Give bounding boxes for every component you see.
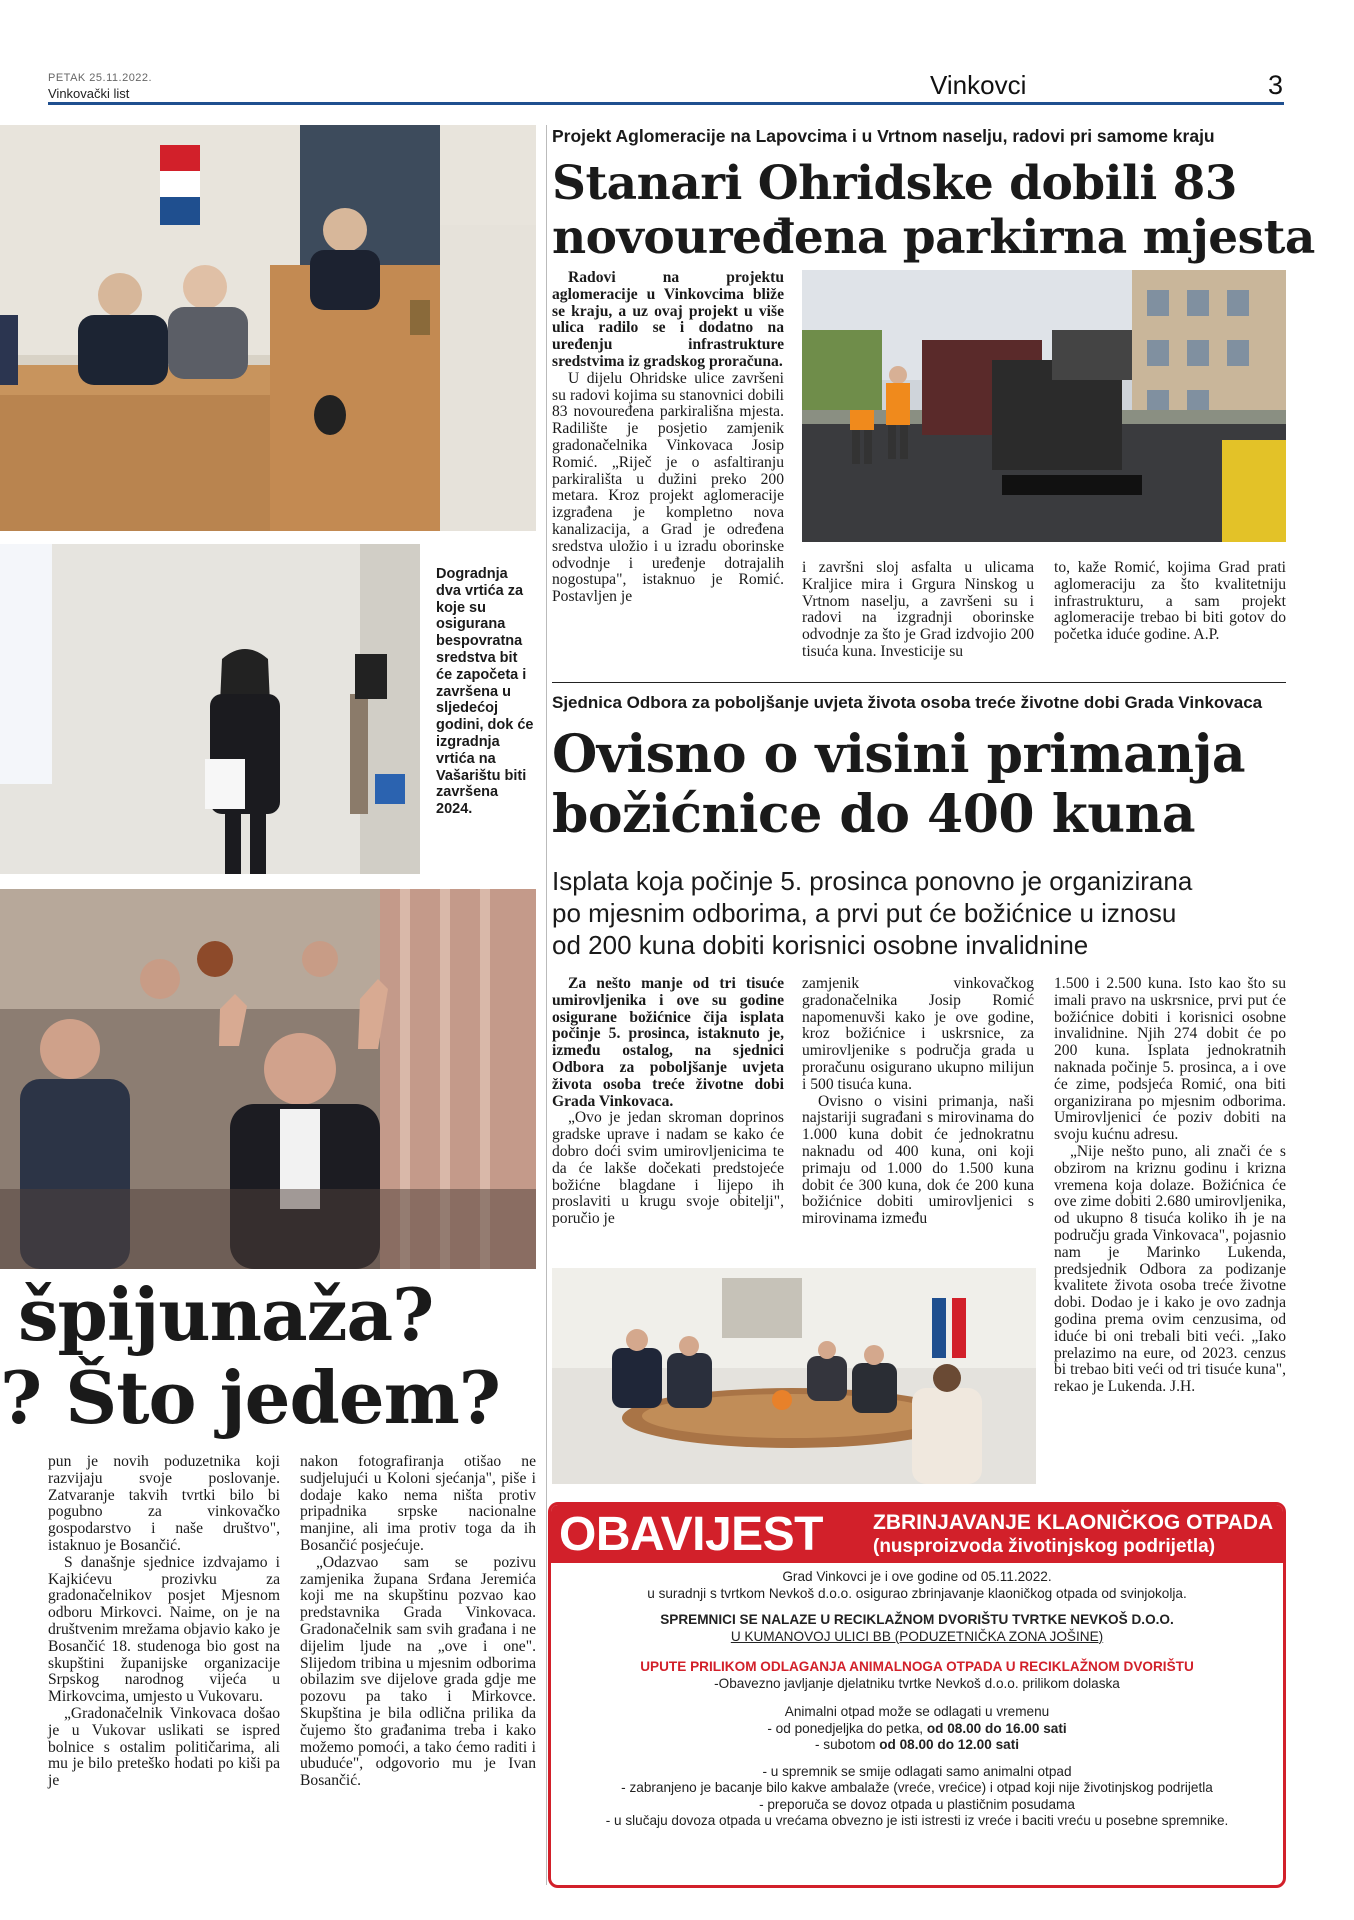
notice-title-line1: ZBRINJAVANJE KLAONIČKOG OTPADA (873, 1511, 1274, 1534)
notice-line-7: Animalni otpad može se odlagati u vremenu (784, 1704, 1050, 1719)
page-number: 3 (1268, 70, 1284, 100)
notice-line-2: u suradnji s tvrtkom Nevkoš d.o.o. osigurao zbrinjavanje klaoničkog otpada od svinjokolja. (647, 1585, 1187, 1601)
notice-line-12: - preporuča se dovoz otpada u plastičnim posudama (759, 1796, 1075, 1812)
article-separator (552, 682, 1286, 683)
notice-body (551, 1569, 1283, 1830)
header-section: Vinkovci (930, 70, 1027, 100)
photo-council-meeting (0, 125, 536, 531)
notice-line-1: Grad Vinkovci je i ove godine od 05.11.2022. (782, 1569, 1052, 1584)
notice-line-9: - subotom od 08.00 do 12.00 sati (815, 1737, 1019, 1752)
article1-title-line2: novouređena parkirna mjesta (552, 210, 1315, 265)
article1-kicker: Projekt Aglomeracije na Lapovcima i u Vrtnom naselju, radovi pri samome kraju (552, 126, 1215, 146)
notice-line-5: UPUTE PRILIKOM ODLAGANJA ANIMALNOGA OTPADA U RECIKLAŽNOM DVORIŠTU (640, 1659, 1194, 1674)
article2-column-3: 1.500 i 2.500 kuna. Isto kao što su imali pravo na uskrsnice, prvi put će božićnice dobiti i korisnici osobne invalidnine. Njih 274 dobit će po 200 kuna. Isplata jednokratnih naknada počinje 5. prosinca, a i ove će zime, podsjeća Romić, ona biti organizirana po mjesnim odborima. Umirovljenici će poziv dobiti na svoju kućnu adresu. „Nije nešto puno, ali znači će s obzirom na kriznu godinu i krizna vremena koja dolaze. Božićnica će ove zime dobiti 2.680 umirovljenika, od ukupno 8 tisuća koliko ih je na području grada Vinkovaca", pojasnio nam je Marinko Lukenda, predsjednik Odbora za podizanje kvalitete života osoba treće životne dobi. Dodao je i kako je ovo zadnja godina prema ovim cenzusima, od iduće bi oni trebali biti veći. „Iako prelazimo na eure, od 2023. cenzus bi trebao biti veći od tri tisuće kuna", rekao je Lukenda. J.H. (1054, 975, 1286, 1396)
header-date: PETAK 25.11.2022. (48, 72, 153, 84)
header-rule (48, 102, 1284, 105)
left-column-2: nakon fotografiranja otišao ne sudjelujući u Koloni sjećanja", piše i dodaje kako nema ništa protiv pripadnika srpske nacionalne manjine, ali ima protiv toga da ih Bosančić posjećuje. „Odazvao sam se pozivu zamjenika župana Srđana Jeremića koji me na skupštinu pozvao kao predstavnika Grada Vinkovaca. Gradonačelnik sam svih građana i ne dijelim ljude na „ove i one". Slijedom tribina u mjesnim odborima obilazim sve dijelove grada gdje me pozovu pa tako i Mirkovce. Skupština je bila odlična prilika da čujemo što građanima treba i kako možemo pomoći, a tako ćemo raditi i ubuduće", odgovorio mu je Ivan Bosančić. (300, 1453, 536, 1790)
notice-line-8: - od ponedjeljka do petka, od 08.00 do 16.00 sati (767, 1720, 1067, 1736)
article2-column-2: zamjenik vinkovačkog gradonačelnika Josip Romić napomenuvši kako je ove godine, kroz božićnice i uskrsnice, za umirovljenike s područja grada u proračunu osigurano ukupno milijun i 500 tisuća kuna. Ovisno o visini primanja, naši najstariji sugrađani s mirovinama do 1.000 kuna dobit će jednokratnu naknadu od 400 kuna, oni koji primaju od 1.000 do 1.500 kuna dobit će 300 kuna, dok će 200 kuna božićnice dobiti umirovljenici s mirovinama između (802, 975, 1034, 1228)
notice-title-line2: (nusproizvoda životinjskog podrijetla) (873, 1536, 1216, 1557)
left-headline-line1: špijunaža? (18, 1272, 434, 1357)
left-column-1: pun je novih poduzetnika koji razvijaju svoje poslovanje. Zatvaranje takvih tvrtki bilo bi pogubno za vinkovačko gospodarstvo i naše društvo", istaknuo je Bosančić. S današnje sjednice izdvajamo i Kajkićevu prozivku za gradonačelnikov posjet Mjesnom odboru Mirkovci. Naime, on je na društvenim mrežama objavio kako je Bosančić 18. studenoga bio gost na skupštini županijske organizacije Srpskog narodnog vijeća u Mirkovcima, umjesto u Vukovaru. „Gradonačelnik Vinkovaca došao je u Vukovar uslikati se ispred bolnice s ostalim političarima, ali mu je bilo preteško hodati po kiši pa je (48, 1453, 280, 1790)
notice-line-3: SPREMNICI SE NALAZE U RECIKLAŽNOM DVORIŠTU TVRTKE NEVKOŠ D.O.O. (660, 1612, 1174, 1627)
photo-caption-kindergarten: Dogradnja dva vrtića za koje su osigurana bespovratna sredstva bit će započeta i završena u sljedećoj godini, dok će izgradnja vrtića na Vašarištu biti završena 2024. (436, 566, 534, 818)
article2-subtitle-line2: po mjesnim odborima, a prvi put će božićnice u iznosu (552, 898, 1177, 928)
notice-line-13: - u slučaju dovoza otpada u vrećama obvezno je isti istresti iz vreće i baciti vreću u posebne spremnike. (605, 1813, 1229, 1828)
article2-subtitle-line1: Isplata koja počinje 5. prosinca ponovno je organizirana (552, 866, 1193, 896)
header-paper: Vinkovački list (48, 86, 130, 101)
notice-line-11: - zabranjeno je bacanje bilo kakve ambalaže (vreće, vrećice) i otpad koji nije životinjskog podrijetla (621, 1780, 1213, 1795)
photo-voting-assembly (0, 889, 536, 1269)
notice-line-4: U KUMANOVOJ ULICI BB (PODUZETNIČKA ZONA JOŠINE) (730, 1628, 1104, 1644)
article2-column-1: Za nešto manje od tri tisuće umirovljenika i ove su godine osigurane božićnice čija isplata počinje 5. prosinca, istaknuto je, između ostalog, na sjednici Odbora za poboljšanje uvjeta života osoba treće životne dobi Grada Vinkovaca. „Ovo je jedan skroman doprinos gradske uprave i nadam se kako će dobro doći svim umirovljenicima te da će lakše dočekati predstojeće božićne blagdane i lijepo ih proslaviti u krugu svoje obitelji", poručio je (552, 975, 784, 1228)
photo-speaker (0, 544, 420, 874)
article2-title-line2: božićnice do 400 kuna (552, 784, 1196, 845)
left-headline-line2: ? Što jedem? (0, 1355, 500, 1440)
notice-badge: OBAVIJEST (559, 1508, 823, 1561)
notice-box (548, 1502, 1286, 1888)
article1-title-line1: Stanari Ohridske dobili 83 (552, 156, 1238, 211)
notice-line-10: - u spremnik se smije odlagati samo animalni otpad (762, 1763, 1072, 1779)
article1-column-2: i završni sloj asfalta u ulicama Kraljice mira i Grgura Ninskog u Vrtnom naselju, a završeni su i radovi na izgradnji oborinske odvodnje za što je Grad izdvojio 200 tisuća kuna. Investicije su (802, 559, 1034, 660)
article2-kicker: Sjednica Odbora za poboljšanje uvjeta života osoba treće životne dobi Grada Vinkovaca (552, 693, 1263, 712)
article2-subtitle-line3: od 200 kuna dobiti korisnici osobne invalidnine (552, 930, 1089, 960)
article2-title-line1: Ovisno o visini primanja (552, 724, 1246, 785)
notice-line-6: -Obavezno javljanje djelatniku tvrtke Nevkoš d.o.o. prilikom dolaska (714, 1675, 1120, 1691)
photo-committee-meeting (552, 1268, 1036, 1484)
photo-road-paving (802, 270, 1286, 542)
column-divider (546, 125, 547, 1885)
article1-column-1: Radovi na projektu aglomeracije u Vinkovcima bliže se kraju, a uz ovaj projekt u više ulica radilo se i dodatno na uređenju infrastrukture sredstvima iz gradskog proračuna. U dijelu Ohridske ulice završeni su radovi kojima su stanovnici dobili 83 novouređena parkirališna mjesta. Radilište je posjetio zamjenik gradonačelnika Vinkovaca Josip Romić. „Riječ je o asfaltiranju parkirališta u dužini preko 200 metara. Kroz projekt aglomeracije izgrađena je kompletno nova kanalizacija, a Grad je određena sredstva uložio i u izradu oborinske odvodnje i uređenje dotrajalih nogostupa", istaknuo je Romić. Postavljen je (552, 269, 784, 606)
article1-column-3: to, kaže Romić, kojima Grad prati aglomeraciju za što kvalitetniju infrastrukturu, a sam projekt aglomeracije trebao bi biti gotov do početka iduće godine. A.P. (1054, 559, 1286, 644)
